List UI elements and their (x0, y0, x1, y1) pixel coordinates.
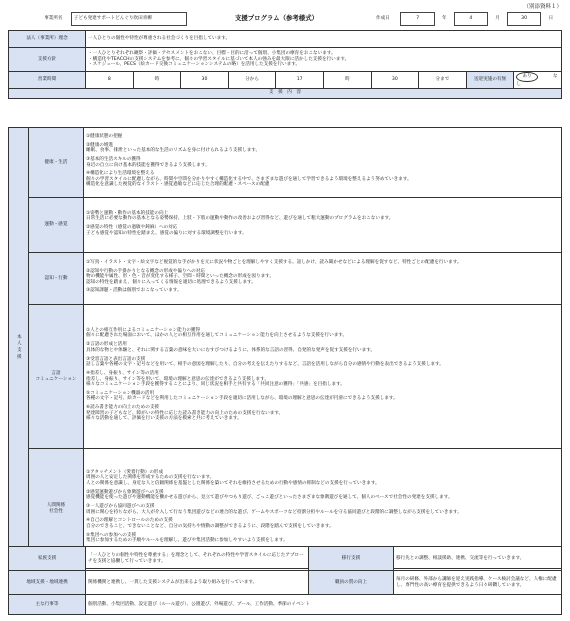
section (86, 518, 559, 529)
section (86, 134, 559, 140)
section (86, 225, 559, 236)
section-line: 感覚機能を使った遊びや運動機能を働かせる遊びから、見立て遊びやつもり遊び、ごっこ遊びといったさまざまな象徴遊びを通して、個人のペースで社会性の発達を支援します。 (86, 495, 453, 501)
facility-name: 子ども発達サポートどんぐり吹田青柳 (71, 13, 187, 26)
section (86, 171, 559, 188)
section-line: ⑥読み書き能力の向上のための支援 (86, 405, 160, 411)
end-minute-unit: 分まで (419, 72, 467, 89)
page-title: 支援プログラム（参考様式） (234, 14, 318, 23)
policy-line: ・構造化やTEACCHの支援システムを参考に、個々の学習スタイルに基づいて本人の強みを最大限に活かした支援を行います。 (88, 56, 350, 62)
section-line: 話し言葉や各種の文字・記号などを用いて、相手の意図を理解したり、自分の考えを伝えたりするなど、言語を活用しながら自分の感情や行動を表出できるよう支援します。 (86, 362, 444, 368)
day-value: 30 (507, 13, 541, 26)
section (86, 470, 559, 487)
section-line: 睡眠、食事、排泄といった基本的な生活のリズムを身に付けられるよう支援します。 (86, 148, 261, 154)
section (86, 371, 559, 388)
section-line: ④構造化により生活環境を整える (86, 171, 155, 177)
start-minute-unit: 分から (228, 72, 276, 89)
section-line: 人との関係を意識し、身近な人と信頼関係を基盤とした関係を築いてそれを維持させるための行動や感情の抑制などの支援を行っていきます。 (86, 480, 380, 486)
section-line: 集団に参加するための手順やルールを理解し、遊びや集団活動に参加しやすいよう支援をします。 (86, 538, 288, 544)
support-content-header: 支 援 内 容 (9, 88, 562, 98)
family-support-label: 家族支援 (9, 547, 86, 571)
community-support-text: 関係機関と連携し、一貫した支援システムが出来るよう取り組みを行っています。 (86, 571, 309, 595)
domain-content (84, 128, 562, 198)
section (86, 504, 559, 515)
section-line: 個々の学習スタイルに配慮しながら、時間や空間を分かりやすく構造化する中で、さまざまな遊びを通して学習できるよう環境を整えるよう努めていきます。 (86, 176, 412, 182)
section-line: 様々なコミュニケーション手段を獲得することにより、同じ状況を相手と共有する「共同注意の獲得」「共感」を目指します。 (86, 382, 345, 388)
transport-yes-circled: あり (516, 72, 537, 82)
philosophy-label: 法人（事業所）理念 (9, 31, 86, 48)
section (86, 391, 559, 402)
month-unit: 月 (495, 16, 500, 22)
section-line: ⑤集団への参加への支援 (86, 532, 137, 538)
day-unit: 日 (548, 16, 554, 22)
section-line: ①人との相互作用によるコミュニケーション能力の獲得 (86, 327, 201, 333)
section-line: ③受容言語と表出言語の支援 (86, 356, 146, 362)
section-line: ②言語の形成と活用 (86, 342, 127, 348)
domain-content (84, 198, 562, 253)
transport-label: 送迎実施の有無 (466, 72, 514, 89)
section-line: 周囲の人と安定した関係を形成するための支援を行ないます。 (86, 475, 215, 481)
section-line: 周囲に関心を持ちながら、大人が介入して行なう集団遊びなどの連合的な遊び、ゲームやスポーツなど役割分担やルールを守る協同遊びと段階的に調整しながら支援をしていきます。 (86, 509, 462, 515)
hours-label: 営業時間 (9, 72, 86, 89)
section (86, 157, 559, 168)
facility-label: 事業所名 (44, 16, 63, 22)
bottom-table (8, 546, 562, 615)
section-line: ①健康状態の把握 (86, 133, 123, 139)
section (86, 490, 559, 501)
month-value: 4 (454, 13, 488, 26)
section-line: 各種の文字・記号、絵カードなどを利用したコミュニケーション手段を適切に活用しながら、環境の理解と意思の伝達が円滑にできるよう支援します。 (86, 396, 398, 402)
section-line: ⑤コミュニケーション機器の活用 (86, 390, 155, 396)
domain-name: 健康・生活 (29, 128, 84, 198)
section (86, 269, 559, 286)
section-line: ②感覚運動遊びから象徴遊びへの支援 (86, 489, 164, 495)
section-line: 物の機能や属性、形・色・音が変化する様子、空間・時間といった概念の形成を図ります。 (86, 274, 274, 280)
year-value: 7 (401, 13, 435, 26)
section-line: ③一人遊びから協同遊びへの支援 (86, 504, 155, 510)
section-line: 自分のできること、できないことなど、自分の気持ちや情動の調整ができるように、段階を踏んで支援をしていきます。 (86, 524, 334, 530)
domain-name: 言語 コミュニケーション (29, 305, 84, 449)
overview-table (8, 30, 562, 99)
section-line: ①写真・イラスト・文字・絵文字など視覚的な手がかりを元に状況や物ごとを理解しやすく支援する。話しかけ、読み聞かせなどによる理解を促すなど、特性ごとの配慮を行います。 (86, 259, 462, 265)
section-line: 構造化を意識した視覚的なイラスト・感覚過敏などに応じた合理的配慮・スペースの配慮 (86, 182, 270, 188)
section (86, 211, 559, 222)
section-line: 様々な活動を通して、評価を行い支援の方法を模索と共に考えていきます。 (86, 416, 242, 422)
section-line: ②健康の増進 (86, 142, 114, 148)
staff-quality-label: 職員の質の向上 (309, 571, 394, 595)
date-label: 作成日 (376, 16, 390, 22)
staff-quality-text: 毎月の研修、外部から講師を迎え実践指導、ケース検討会議など、人権に配慮し、専門性の高い療育を提供できるよう日々研鑽しています。 (394, 571, 562, 595)
events-text: 個別活動、小集団活動、設定遊び（ルール遊び）、公園遊び、外場遊び、プール、工作活動、季節のイベント (86, 595, 562, 615)
section (86, 328, 559, 339)
section (86, 405, 559, 422)
start-hour-unit: 時 (133, 72, 181, 89)
section-line: 認知の特性を踏まえ、個々に入ってくる情報を適切に処理できるよう支援します。 (86, 279, 256, 285)
domain-content (84, 305, 562, 449)
section (86, 533, 559, 544)
end-hour-unit: 時 (323, 72, 371, 89)
section-line: ②認知や行動の手掛かりとなる概念の形成や偏りへの対応 (86, 268, 205, 274)
policy-label: 支援方針 (9, 48, 86, 72)
transport-options (514, 72, 562, 89)
community-support-label: 地域支援・地域連携 (9, 571, 86, 595)
end-minute: 30 (371, 72, 419, 89)
main-category-label: 本人支援 (16, 333, 22, 360)
philosophy-text: 一人ひとりの個性や特性が尊重される社会づくりを目指しています。 (86, 31, 562, 48)
section-line: 指差し、身振り、サイン等を用いて、環境の理解と意思の伝達ができるよう支援します。 (86, 376, 269, 382)
policy-line: ・スケジュール、PECS（絵カード交換コミュニケーションシステムの略）を活用した支援を行います。 (88, 62, 301, 68)
section (86, 288, 559, 294)
family-support-text: 「一人ひとりの個性や特性を尊重する」を理念として、それぞれの特性や学習スタイルに応じたアプローチを支援と協働して行っていきます。 (86, 547, 309, 571)
section-line: 日常生活に必要な動作の基本となる姿勢保持、上肢・下肢の運動や動作の改善および習得など、遊びを通して粗大運動のプログラムをおこないます。 (86, 216, 394, 222)
domain-content (84, 253, 562, 305)
domain-name: 運動・感覚 (29, 198, 84, 253)
policy-text (86, 48, 562, 72)
start-hour: 8 (86, 72, 134, 89)
section-line: ④指差し、身振り、サイン等の活用 (86, 370, 159, 376)
section (86, 357, 559, 368)
support-table (8, 127, 562, 569)
section-line: 発達障害の子どもなど、障がいの特性に応じた読み書き能力の向上のための支援を行ないます。 (86, 410, 284, 416)
year-unit: 年 (441, 16, 447, 22)
section-line: ①アタッチメント（愛着行動）の形成 (86, 469, 164, 475)
section (86, 260, 559, 266)
header-table (36, 12, 560, 26)
policy-line: ・一人ひとりそれぞれ観察・評価・アセスメントをおこない、目標・目的に沿って個別、小集団の療育をおこないます。 (88, 51, 336, 57)
section-line: ③認知課題・活動は個別でおこなっています。 (86, 288, 182, 294)
document-note: （別添資料１） (523, 4, 562, 10)
section-line: ③基本的生活スキルの獲得 (86, 156, 141, 162)
domain-name: 人間関係 社会性 (29, 449, 84, 569)
section-line: 具体的な物とや体験と、それに関する言葉の意味を大いにむすびつけるように、体系的な言語の習得、自発的な発声を促す支援を行います。 (86, 347, 376, 353)
section-line: 子ども感覚や認知の特性を踏まえ、感覚の偏りに対する環境調整を行います。 (86, 230, 247, 236)
start-minute: 30 (181, 72, 229, 89)
section (86, 143, 559, 154)
section-line: ②感覚の特性（感覚の過敏や鈍麻）への対応 (86, 225, 178, 230)
main-category (9, 128, 29, 569)
transport-no: なし (516, 74, 558, 87)
section-line: ①姿勢と運動・動作の基本的技能の向上 (86, 210, 169, 216)
transition-support-text: 移行先との調整、相談援助、連携、交流等を行っていきます。 (394, 547, 562, 571)
end-hour: 17 (276, 72, 324, 89)
section-line: ④自己の理解とコントロールのための支援 (86, 518, 173, 524)
transition-support-label: 移行支援 (309, 547, 394, 571)
section (86, 342, 559, 353)
domain-name: 認知・行動 (29, 253, 84, 305)
section-line: 身辺の自立に向け基本的技能を獲得できるよう支援します。 (86, 162, 210, 168)
section-line: 個々に配慮された場面において、ほかの人との相互作用を通してコミュニケーション能力を向上させるような支援を行います。 (86, 333, 348, 339)
events-label: 主な行事等 (9, 595, 86, 615)
